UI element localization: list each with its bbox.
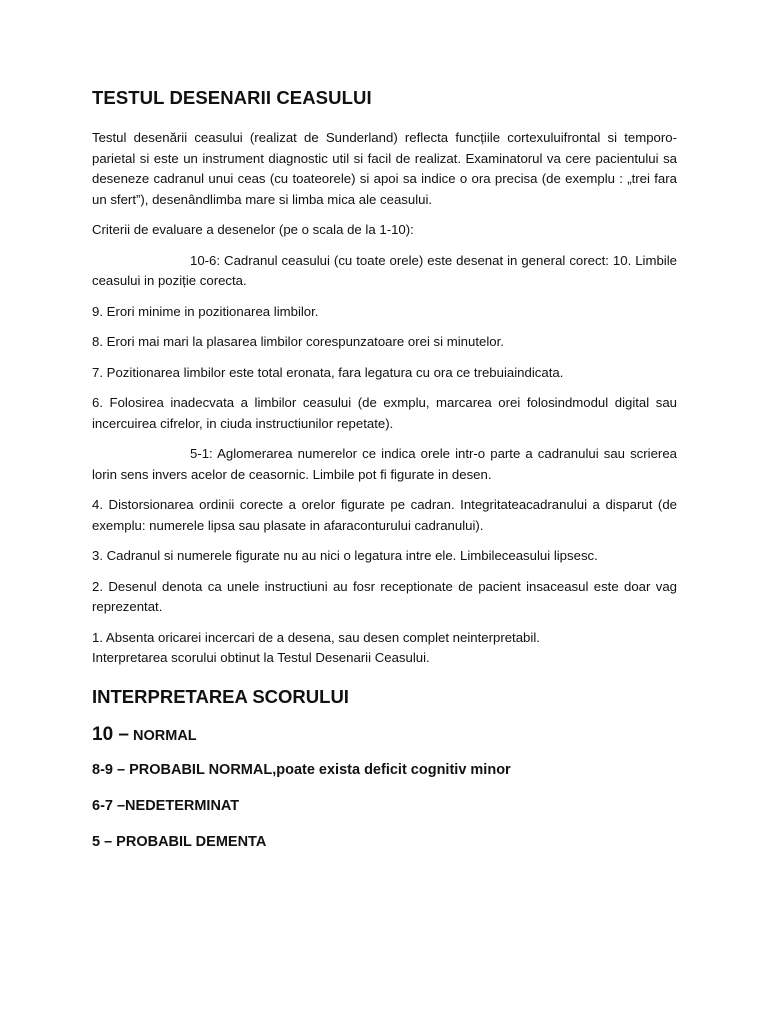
criterion-3: 3. Cadranul si numerele figurate nu au nici o legatura intre ele. Limbileceasului lipsesc. — [92, 548, 598, 563]
criterion-4: 4. Distorsionarea ordinii corecte a orelor figurate pe cadran. Integritateacadranului a disparut (de exemplu: numerele lipsa sau plasate in afaraconturului cadranului). — [92, 497, 677, 533]
score-range: 6-7 –NEDETERMINAT — [92, 797, 240, 814]
closing-line: Interpretarea scorului obtinut la Testul Desenarii Ceasului. — [92, 650, 430, 665]
criterion-7: 7. Pozitionarea limbilor este total eronata, fara legatura cu ora ce trebuiaindicata. — [92, 364, 564, 380]
criterion-10-6: 10-6: Cadranul ceasului (cu toate orele) este desenat in general corect: 10. Limbile ceasului in poziție corecta. — [92, 252, 677, 288]
criterion-5-1: 5-1: Aglomerarea numerelor ce indica orele intr-o parte a cadranului sau scrierea lorin sens invers acelor de ceasornic. Limbile pot fi figurate in desen. — [92, 446, 677, 482]
criterion-1: 1. Absenta oricarei incercari de a desena, sau desen complet neinterpretabil. — [92, 629, 540, 645]
criterion-9: 9. Erori minime in pozitionarea limbilor. — [92, 303, 319, 319]
score-range: 8-9 – PROBABIL NORMAL,poate exista deficit cognitiv minor — [92, 761, 511, 778]
score-label: NORMAL — [128, 727, 197, 744]
criterion-6: 6. Folosirea inadecvata a limbilor ceasului (de exmplu, marcarea orei folosindmodul digital sau incercuirea cifrelor, in ciuda instructiunilor repetate). — [92, 395, 677, 431]
section-title: INTERPRETAREA SCORULUI — [92, 685, 349, 707]
score-nedeterminat — [92, 794, 677, 818]
score-probabil-normal — [92, 758, 677, 782]
score-probabil-dementa — [92, 830, 677, 854]
criterion-2: 2. Desenul denota ca unele instructiuni au fosr receptionate de pacient insaceasul este doar vag reprezentat. — [92, 578, 677, 614]
document-content — [92, 86, 677, 866]
intro-paragraph: Testul desenării ceasului (realizat de Sunderland) reflecta funcțiile cortexuluifrontal si temporo-parietal si este un instrument diagnostic util si facil de realizat. Examinatorul va cere pacientului sa deseneze cadranul unui ceas (cu toateorele) si apoi sa indice o ora precisa (de exemplu : „trei fara un sfert”), desenândlimba mare si limba mica ale ceasului. — [92, 130, 677, 207]
score-normal — [92, 723, 677, 748]
criterion-8: 8. Erori mai mari la plasarea limbilor corespunzatoare orei si minutelor. — [92, 334, 504, 349]
criteria-heading: Criterii de evaluare a desenelor (pe o scala de la 1-10): — [92, 222, 414, 237]
score-range: 10 – — [92, 723, 129, 745]
document-title: TESTUL DESENARII CEASULUI — [92, 87, 372, 108]
score-range: 5 – PROBABIL DEMENTA — [92, 833, 267, 850]
